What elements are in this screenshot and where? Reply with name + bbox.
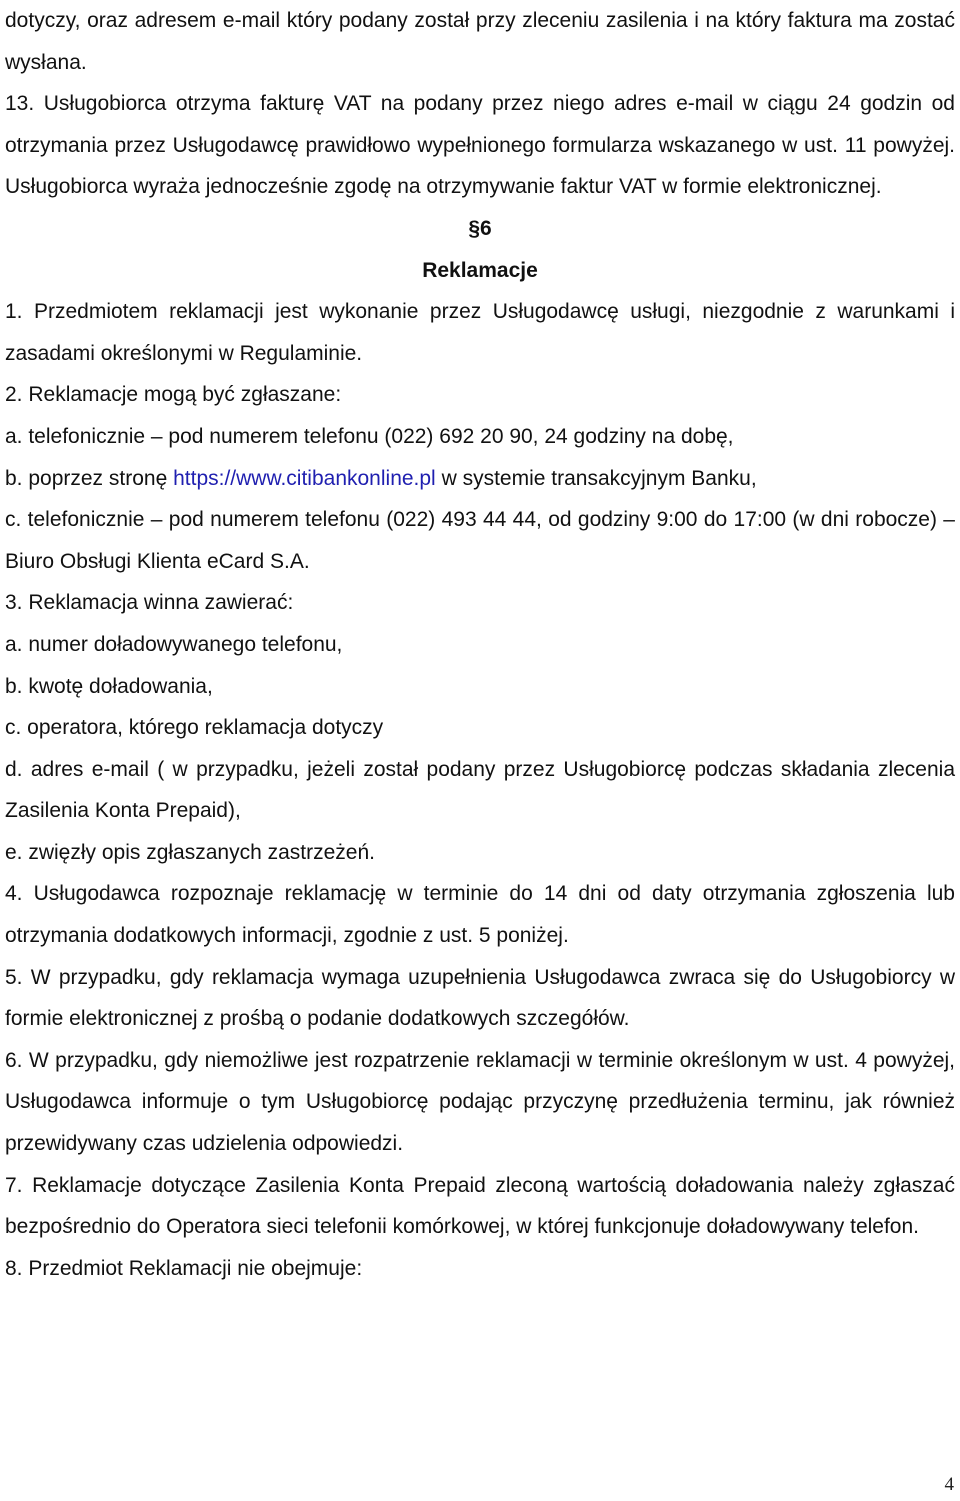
complaint-point-3b: b. kwotę doładowania, xyxy=(5,674,213,698)
section-sign-icon: § xyxy=(468,216,480,240)
paragraph-continuation: dotyczy, oraz adresem e-mail który podany został przy zleceniu zasilenia i na który faktura ma zostać wysłana. xyxy=(5,9,955,74)
complaint-point-2: 2. Reklamacje mogą być zgłaszane: xyxy=(5,383,342,407)
complaint-point-4: 4. Usługodawca rozpoznaje reklamację w terminie do 14 dni od daty otrzymania zgłoszenia lub otrzymania dodatkowych informacji, zgodnie z ust. 5 poniżej. xyxy=(5,882,955,948)
citibank-link[interactable]: https://www.citibankonline.pl xyxy=(173,466,436,490)
complaint-point-2c: c. telefonicznie – pod numerem telefonu (022) 493 44 44, od godziny 9:00 do 17:00 (w dni robocze) – Biuro Obsługi Klienta eCard S.A. xyxy=(5,508,955,573)
section-title: Reklamacje xyxy=(422,258,538,282)
complaint-point-3a: a. numer doładowywanego telefonu, xyxy=(5,632,343,656)
complaint-point-2b: b. poprzez stronę https://www.citibankonline.pl w systemie transakcyjnym Banku, xyxy=(5,466,757,490)
document-page xyxy=(5,0,955,1289)
complaint-point-3e: e. zwięzły opis zgłaszanych zastrzeżeń. xyxy=(5,840,375,864)
complaint-point-7: 7. Reklamacje dotyczące Zasilenia Konta Prepaid zleconą wartością doładowania należy zgłaszać bezpośrednio do Operatora sieci telefonii komórkowej, w której funkcjonuje doładowywany telefon. xyxy=(5,1173,955,1239)
section-heading xyxy=(5,208,955,291)
complaint-point-2a: a. telefonicznie – pod numerem telefonu (022) 692 20 90, 24 godziny na dobę, xyxy=(5,424,734,448)
page-number: 4 xyxy=(944,1474,954,1495)
complaint-point-5: 5. W przypadku, gdy reklamacja wymaga uzupełnienia Usługodawca zwraca się do Usługobiorcy w formie elektronicznej z prośbą o podanie dodatkowych szczegółów. xyxy=(5,965,955,1031)
complaint-point-3c: c. operatora, którego reklamacja dotyczy xyxy=(5,716,384,740)
complaint-point-8: 8. Przedmiot Reklamacji nie obejmuje: xyxy=(5,1256,363,1280)
section-number: §6 xyxy=(468,216,492,240)
complaint-point-3: 3. Reklamacja winna zawierać: xyxy=(5,591,294,615)
complaint-point-1: 1. Przedmiotem reklamacji jest wykonanie przez Usługodawcę usługi, niezgodnie z warunkami i zasadami określonymi w Regulaminie. xyxy=(5,300,955,365)
complaint-point-3d: d. adres e-mail ( w przypadku, jeżeli został podany przez Usługobiorcę podczas składania zlecenia Zasilenia Konta Prepaid), xyxy=(5,757,955,823)
paragraph-13: 13. Usługobiorca otrzyma fakturę VAT na podany przez niego adres e-mail w ciągu 24 godzin od otrzymania przez Usługodawcę prawidłowo wypełnionego formularza wskazanego w ust. 11 powyżej. Usługobiorca wyraża jednocześnie zgodę na otrzymywanie faktur VAT w formie elektronicznej. xyxy=(5,92,955,199)
complaint-point-6: 6. W przypadku, gdy niemożliwe jest rozpatrzenie reklamacji w terminie określonym w ust. 4 powyżej, Usługodawca informuje o tym Usługobiorcę podając przyczynę przedłużenia terminu, jak również przewidywany czas udzielenia odpowiedzi. xyxy=(5,1048,955,1156)
